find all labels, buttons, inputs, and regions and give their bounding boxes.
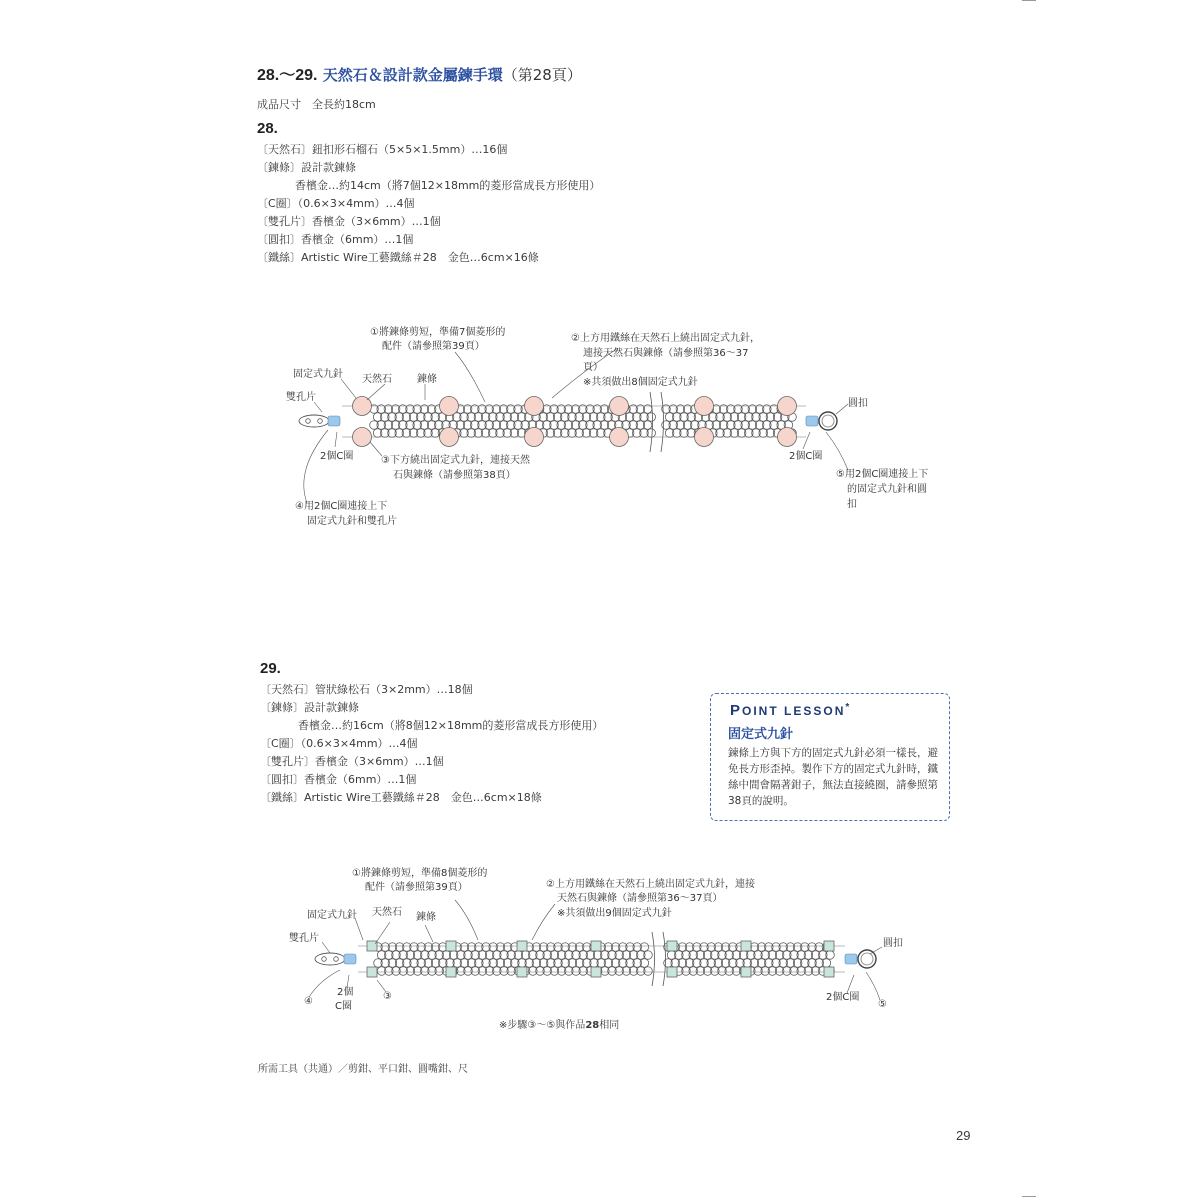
label-29-step2-line1: ②上方用鐵絲在天然石上繞出固定式九針，連接: [546, 879, 755, 890]
bracelet-28-diagram: [0, 310, 1200, 540]
label-29-two-c-line1: 2個: [337, 987, 354, 998]
garnet-stone: [440, 428, 459, 447]
label-29-step1-line2: 配件（請參照第39頁）: [365, 882, 468, 893]
garnet-stone: [525, 428, 544, 447]
garnet-stone: [778, 397, 797, 416]
turquoise-tube: [446, 941, 456, 951]
turquoise-tube: [824, 941, 834, 951]
label-28-step5-line3: 扣: [847, 499, 857, 510]
material-line: 〔圓扣〕香檳金（6mm）…1個: [260, 773, 417, 786]
turquoise-tube: [367, 941, 377, 951]
label-28-chain: 鍊條: [417, 374, 437, 385]
label-29-clasp: 圓扣: [883, 938, 903, 949]
section-28-heading: 28.: [257, 120, 278, 137]
point-lesson-subtitle: 固定式九針: [728, 727, 794, 742]
label-29-two-c-right: 2個C圈: [826, 992, 860, 1003]
garnet-stone: [353, 428, 372, 447]
bracelet-29-diagram: [0, 860, 1200, 1040]
material-line: 〔C圈〕（0.6×3×4mm）…4個: [260, 737, 418, 750]
point-lesson-rest: OINT LESSON: [742, 704, 846, 718]
label-29-step2-line3: ※共須做出9個固定式九針: [557, 908, 672, 919]
turquoise-tube: [517, 941, 527, 951]
material-line: 香檳金…約16cm（將8個12×18mm的菱形當成長方形使用）: [298, 719, 604, 732]
label-29-step4: ④: [304, 996, 313, 1007]
garnet-stone: [778, 428, 797, 447]
turquoise-tube: [824, 967, 834, 977]
label-28-clasp: 圓扣: [848, 398, 868, 409]
required-tools: 所需工具（共通）／剪鉗、平口鉗、圓嘴鉗、尺: [258, 1064, 468, 1075]
label-28-two-c-right: 2個C圈: [789, 451, 823, 462]
label-28-stone: 天然石: [362, 374, 392, 385]
label-28-step3-line2: 石與鍊條（請參照第38頁）: [393, 470, 516, 481]
point-lesson-heading: [730, 702, 851, 719]
garnet-stone: [610, 397, 629, 416]
point-lesson-star: *: [845, 702, 852, 713]
label-29-double-hole: 雙孔片: [289, 933, 319, 944]
bracelet-28-drawing: [299, 392, 837, 452]
garnet-stone: [610, 428, 629, 447]
material-line: 〔雙孔片〕香檳金（3×6mm）…1個: [260, 755, 444, 768]
turquoise-tube: [446, 967, 456, 977]
c-ring-pair: [344, 954, 356, 964]
label-29-two-c-line2: C圈: [335, 1001, 352, 1012]
label-29-fixed-pin: 固定式九針: [307, 910, 357, 921]
material-line: 〔C圈〕（0.6×3×4mm）…4個: [257, 197, 415, 210]
label-28-step2-line2: 連接天然石與鍊條（請參照第36～37: [583, 348, 749, 359]
c-ring-pair: [328, 416, 340, 426]
label-29-step1-line1: ①將鍊條剪短，準備8個菱形的: [352, 868, 488, 879]
label-28-step2-line4: ※共須做出8個固定式九針: [583, 377, 698, 388]
material-line: 〔鍊條〕設計款鍊條: [260, 701, 359, 714]
garnet-stone: [440, 397, 459, 416]
c-ring-pair: [806, 416, 818, 426]
label-28-step3-line1: ③下方繞出固定式九針，連接天然: [381, 455, 530, 466]
garnet-stone: [525, 397, 544, 416]
label-29-step5: ⑤: [878, 999, 887, 1010]
label-29-step2-line2: 天然石與鍊條（請參照第36～37頁）: [557, 893, 723, 904]
point-lesson-body: 鍊條上方與下方的固定式九針必須一樣長，避免長方形歪掉。製作下方的固定式九針時，鐵絲中間會隔著鉗子，無法直接繞圈，請參照第38頁的說明。: [728, 747, 938, 807]
section-29-heading: 29.: [260, 660, 281, 677]
note-29-pre: ※步驟③～⑤與作品: [499, 1020, 586, 1031]
note-29-post: 相同: [599, 1020, 620, 1031]
point-lesson-initial: P: [730, 702, 743, 719]
double-hole-plate: [315, 953, 345, 965]
turquoise-tube: [741, 941, 751, 951]
bracelet-29-drawing: [315, 932, 876, 986]
turquoise-tube: [591, 941, 601, 951]
title-name: 天然石＆設計款金屬鍊手環: [322, 66, 503, 84]
label-28-step1-line2: 配件（請參照第39頁）: [382, 341, 485, 352]
label-29-step3: ③: [383, 991, 392, 1002]
label-29-chain: 鍊條: [416, 912, 436, 923]
material-line: 〔天然石〕管狀綠松石（3×2mm）…18個: [260, 683, 473, 696]
label-29-stone: 天然石: [372, 907, 402, 918]
materials-28: [257, 141, 600, 267]
label-28-step1-line1: ①將鍊條剪短，準備7個菱形的: [370, 327, 506, 338]
title-page-ref: （第28頁）: [502, 66, 582, 84]
break-mark: [663, 932, 666, 986]
crop-mark-top: [1022, 0, 1036, 1]
material-line: 〔鐵絲〕Artistic Wire工藝鐵絲＃28 金色…6cm×16條: [257, 251, 539, 264]
point-lesson-box: [710, 693, 950, 821]
page-number: 29: [956, 1128, 971, 1143]
garnet-stone: [353, 397, 372, 416]
material-line: 〔鐵絲〕Artistic Wire工藝鐵絲＃28 金色…6cm×18條: [260, 791, 542, 804]
break-mark: [661, 392, 664, 452]
label-28-two-c-left: 2個C圈: [320, 451, 354, 462]
material-line: 〔鍊條〕設計款鍊條: [257, 161, 356, 174]
turquoise-tube: [741, 967, 751, 977]
garnet-stone: [695, 397, 714, 416]
double-hole-plate: [299, 415, 329, 427]
label-28-step4-line2: 固定式九針和雙孔片: [307, 516, 397, 527]
material-line: 〔天然石〕鈕扣形石榴石（5×5×1.5mm）…16個: [257, 143, 508, 156]
label-28-step5-line1: ⑤用2個C圈連接上下: [836, 469, 929, 480]
title-numbers: 28.～29.: [257, 67, 318, 84]
break-mark: [652, 932, 655, 986]
material-line: 香檳金…約14cm（將7個12×18mm的菱形當成長方形使用）: [295, 179, 601, 192]
label-28-double-hole: 雙孔片: [286, 392, 316, 403]
turquoise-tube: [667, 941, 677, 951]
material-line: 〔圓扣〕香檳金（6mm）…1個: [257, 233, 414, 246]
note-29-steps: [499, 1016, 619, 1031]
label-28-step4-line1: ④用2個C圈連接上下: [295, 501, 388, 512]
page-title: [257, 62, 582, 85]
note-29-num: 28: [585, 1020, 600, 1031]
turquoise-tube: [517, 967, 527, 977]
label-28-step2-line3: 頁）: [583, 362, 603, 373]
turquoise-tube: [591, 967, 601, 977]
turquoise-tube: [367, 967, 377, 977]
c-ring-pair: [845, 954, 857, 964]
label-28-step2-line1: ②上方用鐵絲在天然石上繞出固定式九針，: [571, 333, 760, 344]
finished-size: 成品尺寸 全長約18cm: [257, 98, 376, 111]
label-28-step5-line2: 的固定式九針和圓: [847, 484, 927, 495]
label-28-fixed-pin: 固定式九針: [293, 369, 343, 380]
crop-mark-bottom: [1022, 1196, 1036, 1197]
material-line: 〔雙孔片〕香檳金（3×6mm）…1個: [257, 215, 441, 228]
garnet-stone: [695, 428, 714, 447]
turquoise-tube: [667, 967, 677, 977]
materials-29: [260, 681, 603, 807]
